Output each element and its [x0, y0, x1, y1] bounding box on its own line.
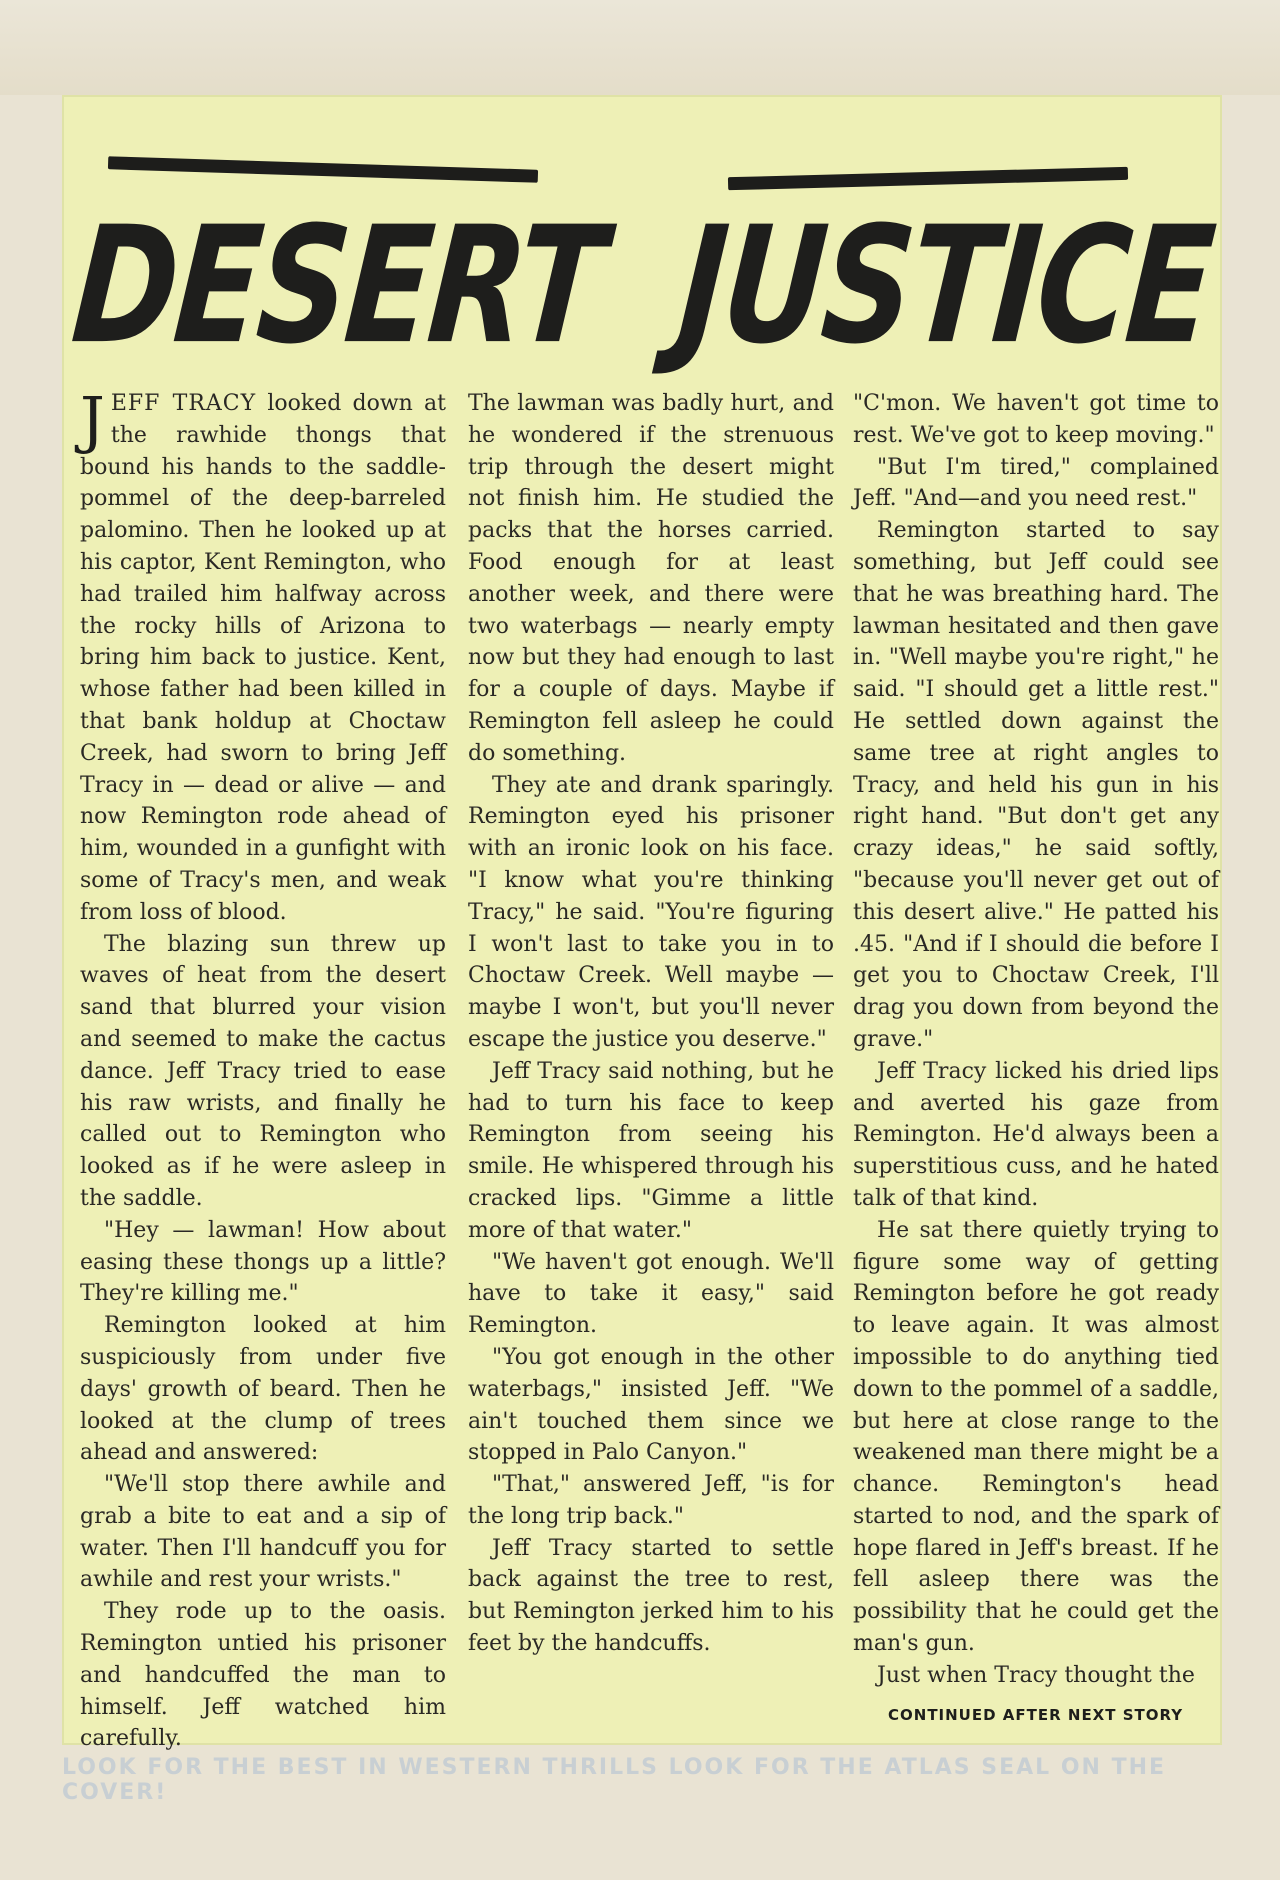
text-column-1	[80, 383, 446, 1755]
paragraph: The lawman was badly hurt, and he wondered if the strenuous trip through the desert might not finish him. He studied the packs that the horses carried. Food enough for at least another week, and there were two waterbags — nearly empty now but they had enough to last for a couple of days. Maybe if Remington fell asleep he could do something.	[468, 391, 834, 766]
paragraph: The blazing sun threw up waves of heat from the desert sand that blurred your vision and seemed to make the cactus dance. Jeff Tracy tried to ease his raw wrists, and finally he called out to Remington who looked as if he were asleep in the saddle.	[80, 931, 446, 1211]
paragraph: They ate and drank sparingly. Remington eyed his prisoner with an ironic look on his face. "I know what you're thinking Tracy," he said. "You're figuring I won't last to take you in to Choctaw Creek. Well maybe —maybe I won't, but you'll never escape the justice you deserve."	[468, 772, 834, 1052]
paragraph: They rode up to the oasis. Remington untied his prisoner and handcuffed the man to himself. Jeff watched him carefully.	[80, 1599, 446, 1752]
paragraph: Jeff Tracy licked his dried lips and averted his gaze from Remington. He'd always been a superstitious cuss, and he hated talk of that kind.	[853, 1058, 1219, 1211]
paragraph: "We haven't got enough. We'll have to take it easy," said Remington.	[468, 1249, 834, 1339]
paragraph: "C'mon. We haven't got time to rest. We've got to keep moving."	[853, 391, 1219, 448]
lead-in-name: EFF TRACY	[110, 391, 257, 416]
paragraph: Jeff Tracy started to settle back against the tree to rest, but Remington jerked him to his feet by the handcuffs.	[468, 1535, 834, 1657]
paragraph: Remington started to say something, but Jeff could see that he was breathing hard. The lawman hesitated and then gave in. "Well maybe you're right," he said. "I should get a little rest." He settled down against the same tree at right angles to Tracy, and held his gun in his right hand. "But don't get any crazy ideas," he said softly, "because you'll never get out of this desert alive." He patted his .45. "And if I should die before I get you to Choctaw Creek, I'll drag you down from beyond the grave."	[853, 518, 1219, 1052]
text-column-3	[853, 388, 1219, 1692]
paragraph: Remington looked at him suspiciously from under five days' growth of beard. Then he looked at the clump of trees ahead and answered:	[80, 1313, 446, 1466]
paragraph: Just when Tracy thought the	[877, 1662, 1195, 1688]
paragraph: He sat there quietly trying to figure some way of getting Remington before he got ready to leave again. It was almost impossible to do anything tied down to the pommel of a saddle, but here at close range to the weakened man there might be a chance. Remington's head started to nod, and the spark of hope flared in Jeff's breast. If he fell asleep there was the possibility that he could get the man's gun.	[853, 1217, 1219, 1657]
drop-cap: J	[80, 383, 105, 456]
paragraph: Jeff Tracy said nothing, but he had to turn his face to keep Remington from seeing his smile. He whispered through his cracked lips. "Gimme a little more of that water."	[468, 1058, 834, 1243]
paragraph: "You got enough in the other waterbags," insisted Jeff. "We ain't touched them since we stopped in Palo Canyon."	[468, 1344, 834, 1466]
page-margin-top	[0, 0, 1280, 95]
paragraph: "Hey — lawman! How about easing these thongs up a little? They're killing me."	[80, 1217, 446, 1307]
title-word-justice: JUSTICE	[671, 190, 1218, 380]
paragraph: "But I'm tired," complained Jeff. "And—and you need rest."	[853, 454, 1219, 512]
footer-promo-strip: LOOK FOR THE BEST IN WESTERN THRILLS LOOK FOR THE ATLAS SEAL ON THE COVER!	[62, 1755, 1167, 1805]
paragraph: JEFF TRACY looked down at the rawhide thongs that bound his hands to the saddle-pommel of the deep-barreled palomino. Then he looked up at his captor, Kent Remington, who had trailed him halfway across the rocky hills of Arizona to bring him back to justice. Kent, whose father had been killed in that bank holdup at Choctaw Creek, had sworn to bring Jeff Tracy in — dead or alive — and now Remington rode ahead of him, wounded in a gunfight with some of Tracy's men, and weak from loss of blood.	[80, 383, 446, 925]
paragraph: "We'll stop there awhile and grab a bite to eat and a sip of water. Then I'll handcuff you for awhile and rest your wrists."	[80, 1472, 446, 1593]
story-title	[66, 190, 1218, 380]
paragraph: "That," answered Jeff, "is for the long trip back."	[468, 1472, 834, 1529]
text-column-2	[468, 388, 834, 1660]
continued-notice: CONTINUED AFTER NEXT STORY	[888, 1706, 1184, 1724]
title-word-desert: DESERT	[66, 190, 609, 380]
